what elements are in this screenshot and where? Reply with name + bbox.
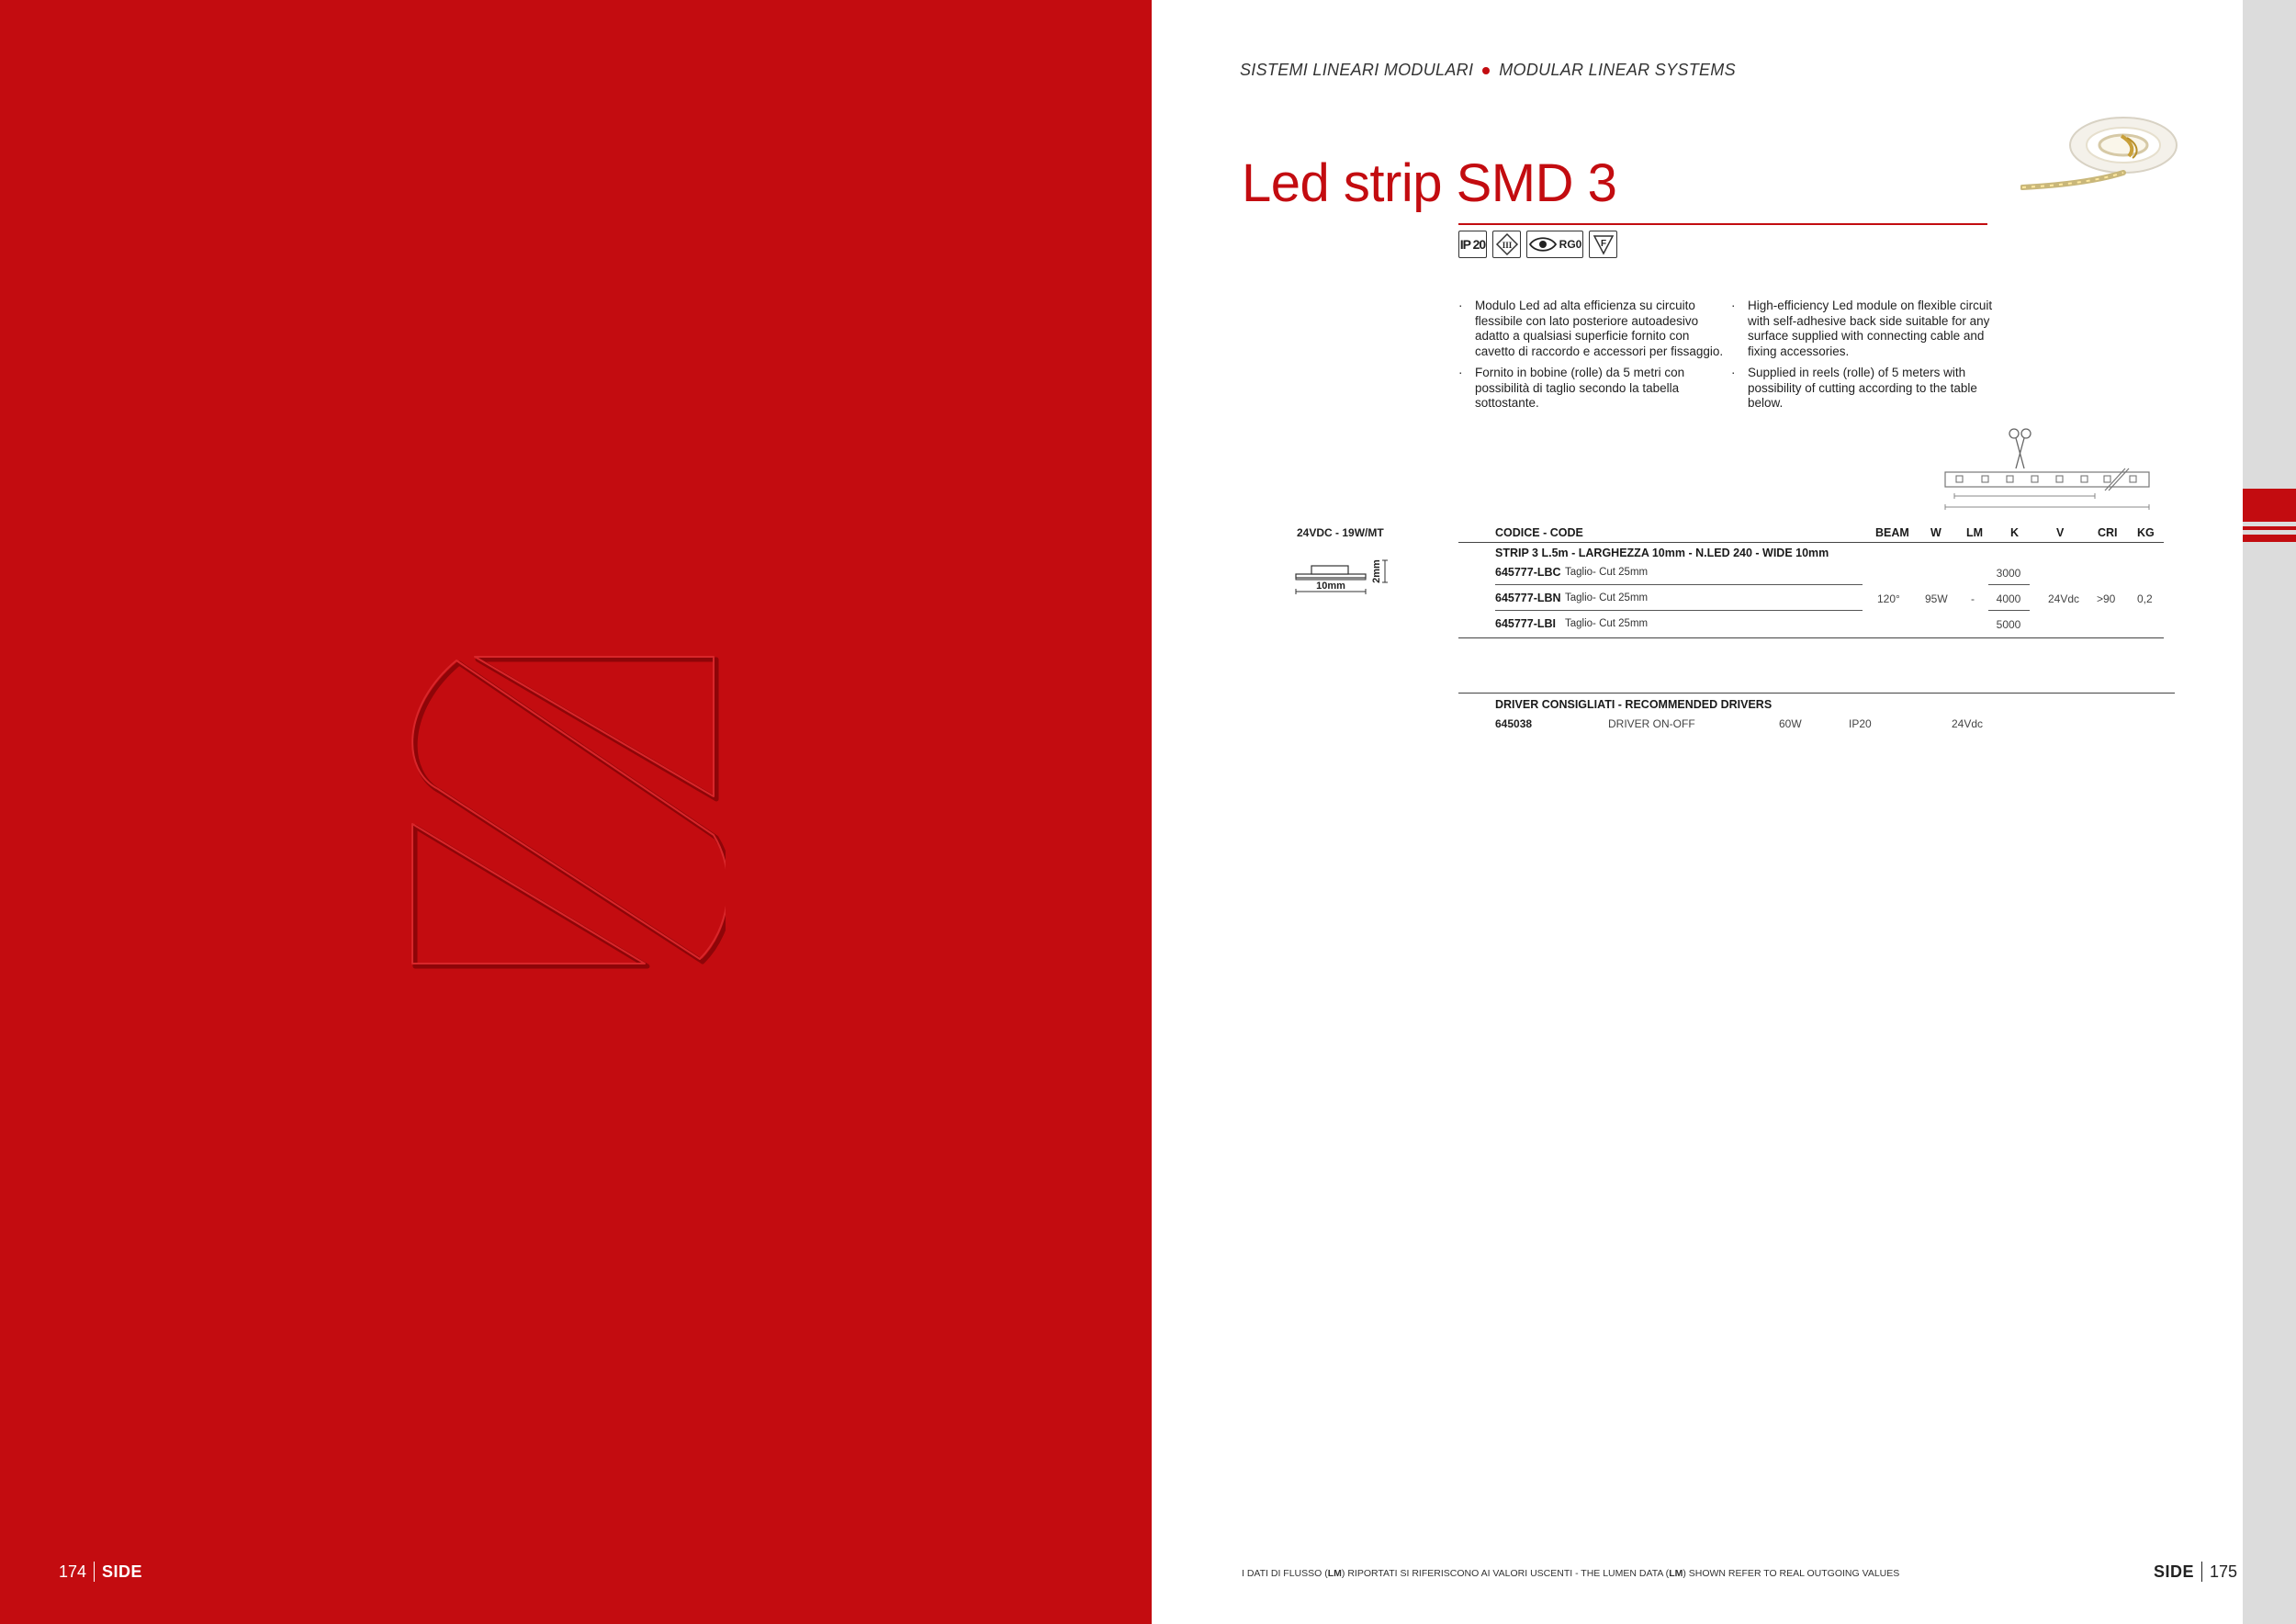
header-w: W [1930,526,1941,539]
right-brand: SIDE [2154,1562,2195,1581]
description-item: · Modulo Led ad alta efficienza su circuito flessibile con lato posteriore autoadesivo adatto a qualsiasi superficie fornito con cavetto di raccordo e accessori per fissaggio. [1458,299,1727,359]
page-edge-strip [2243,0,2296,1624]
left-brand: SIDE [102,1562,143,1581]
profile-height-label: 2mm [1371,559,1382,583]
eye-icon [1528,235,1558,254]
title-rule [1458,223,1987,225]
header-beam: BEAM [1875,526,1909,539]
cut-note: Taglio- Cut 25mm [1565,567,1649,578]
row-rule [1495,610,1863,611]
power-value: 95W [1925,592,1948,605]
weight-value: 0,2 [2137,592,2153,605]
cut-note: Taglio- Cut 25mm [1565,618,1649,629]
header-lm: LM [1966,526,1984,539]
folio-separator [2201,1562,2202,1582]
driver-name: DRIVER ON-OFF [1608,717,1695,730]
chapter-tab-line [2243,526,2296,530]
product-code: 645777-LBI [1495,617,1557,630]
k-rule [1988,610,2030,611]
description-item: · High-efficiency Led module on flexible circuit with self-adhesive back side suitable for any surface supplied with connecting cable and fixing accessories. [1731,299,1999,359]
voltage-value: 24Vdc [2048,592,2080,605]
class-iii-icon [1492,231,1521,258]
footnote-text: I DATI DI FLUSSO ( [1242,1568,1328,1579]
product-code: 645777-LBC [1495,566,1561,579]
header-v: V [2056,526,2065,539]
cri-value: >90 [2097,592,2116,605]
right-folio [2154,1562,2237,1582]
color-temperature: 5000 [1996,618,2021,631]
chapter-tab [2243,489,2296,522]
product-code: 645777-LBN [1495,592,1561,604]
running-head-en: MODULAR LINEAR SYSTEMS [1499,61,1736,79]
footnote-lm: LM [1327,1568,1342,1579]
description-item: · Fornito in bobine (rolle) da 5 metri con possibilità di taglio secondo la tabella sottostante. [1458,366,1727,412]
color-temperature: 3000 [1996,567,2021,580]
chapter-tab-line [2243,535,2296,542]
driver-voltage: 24Vdc [1952,717,1984,730]
lumen-value: - [1971,592,1975,605]
header-cri: CRI [2098,526,2118,539]
drivers-rule [1458,693,2175,694]
table-row [1495,566,2230,584]
cut-note: Taglio- Cut 25mm [1565,592,1649,603]
class-iii-diamond-icon [1495,232,1519,256]
cut-diagram-scissors-icon [1943,424,2151,513]
table-row [1495,617,2230,636]
k-rule [1988,584,2030,585]
driver-power: 60W [1779,717,1802,730]
description-english [1731,299,1999,418]
f-triangle-icon [1592,232,1615,256]
right-page [1152,0,2296,1624]
driver-ip: IP20 [1849,717,1872,730]
strip-profile-drawing [1293,557,1394,599]
bullet-dot-icon [1482,67,1490,74]
header-k: K [2010,526,2020,539]
profile-width-label: 10mm [1316,581,1345,592]
running-head [1240,61,1736,80]
f-mark-icon [1589,231,1617,258]
table-row [1495,592,2230,610]
table-bottom-rule [1458,637,2164,638]
footnote [1242,1568,1899,1579]
ip20-icon: IP 20 [1458,231,1487,258]
svg-text:III: III [1502,241,1512,250]
led-strip-reel-image [2020,108,2182,200]
driver-code: 645038 [1495,717,1533,730]
group-title: STRIP 3 L.5m - LARGHEZZA 10mm - N.LED 240 - WIDE 10mm [1495,547,1829,559]
rg0-eye-icon [1526,231,1583,258]
svg-text:F: F [1600,239,1606,249]
row-rule [1495,584,1863,585]
description-italian [1458,299,1727,418]
drivers-title: DRIVER CONSIGLIATI - RECOMMENDED DRIVERS [1495,698,1773,711]
left-page-number: 174 [59,1562,87,1581]
left-folio [59,1562,142,1582]
header-kg: KG [2137,526,2155,539]
folio-separator [94,1562,95,1582]
certification-icons [1458,231,1617,258]
header-rule [1458,542,2164,543]
color-temperature: 4000 [1996,592,2021,605]
footnote-text: ) SHOWN REFER TO REAL OUTGOING VALUES [1683,1568,1900,1579]
description-item: · Supplied in reels (rolle) of 5 meters with possibility of cutting according to the table below. [1731,366,1999,412]
voltage-label: 24VDC - 19W/MT [1297,526,1384,539]
footnote-text: ) RIPORTATI SI RIFERISCONO AI VALORI USCENTI - THE LUMEN DATA ( [1341,1568,1670,1579]
footnote-lm: LM [1669,1568,1683,1579]
running-head-it: SISTEMI LINEARI MODULARI [1240,61,1474,79]
header-code: CODICE - CODE [1495,526,1583,539]
right-page-number: 175 [2210,1562,2238,1581]
rg0-label: RG0 [1559,238,1582,251]
beam-value: 120° [1877,592,1900,605]
product-title: Led strip SMD 3 [1242,153,1617,213]
side-logo-emboss-icon [404,654,726,971]
